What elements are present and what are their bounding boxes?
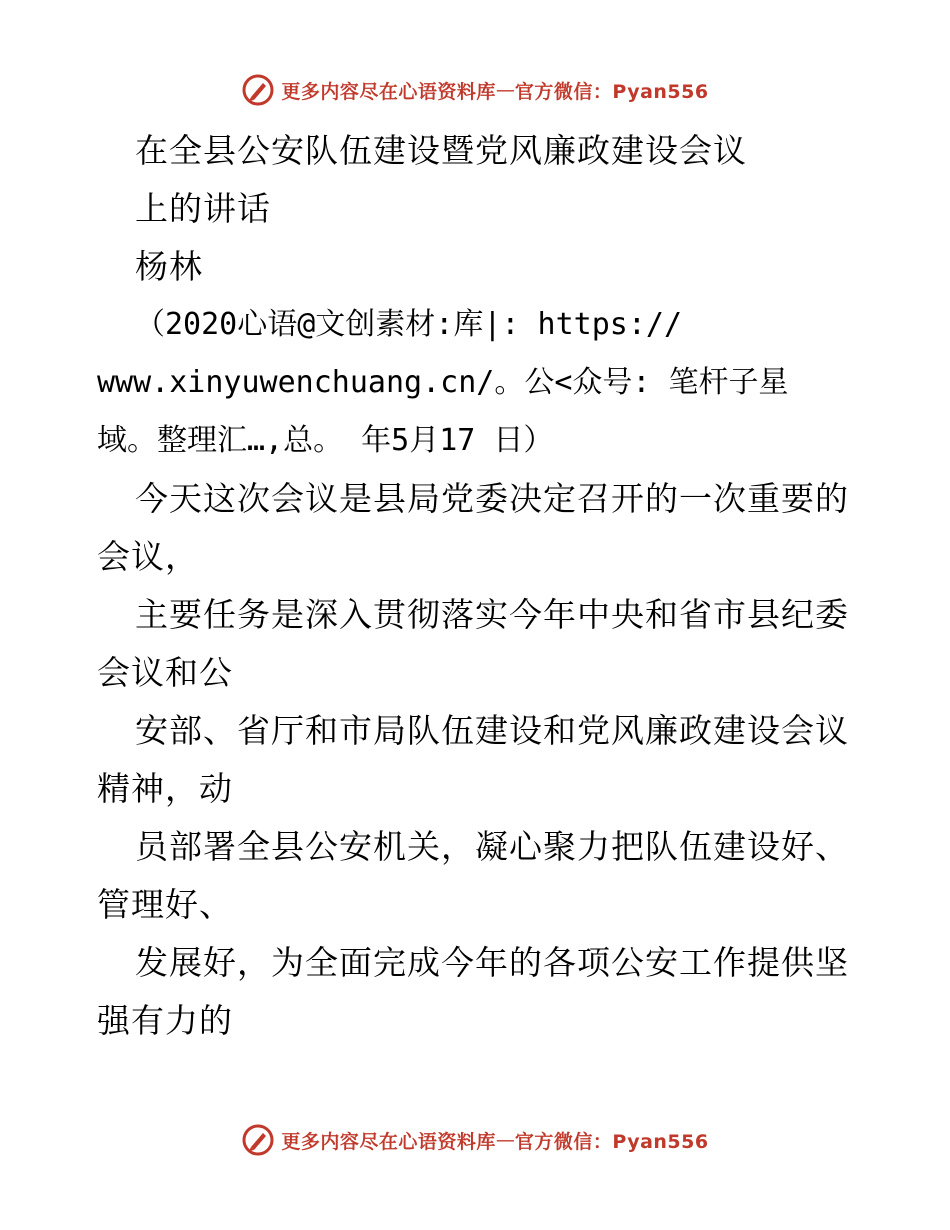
paragraph-line: 管理好、 (97, 885, 233, 924)
paragraph-line: 会议， (97, 537, 199, 576)
paragraph-line: 会议和公 (97, 653, 233, 692)
banner-wechat: 官方微信：Pyan556 (514, 80, 709, 103)
paragraph-line: 员部署全县公安机关，凝心聚力把队伍建设好、 (135, 827, 849, 866)
paragraph-line: 强有力的 (97, 1001, 233, 1040)
banner-dash: — (495, 79, 515, 101)
paragraph-line: 发展好，为全面完成今年的各项公安工作提供坚 (135, 943, 849, 982)
author: 杨林 (135, 247, 203, 286)
paragraph-line: 主要任务是深入贯彻落实今年中央和省市县纪委 (135, 595, 849, 634)
document-body (97, 122, 857, 1050)
header-banner (0, 70, 950, 110)
banner-text: 更多内容尽在心语资料库 (281, 80, 496, 103)
pen-logo-icon (241, 1123, 275, 1157)
paragraph-line: 精神，动 (97, 769, 233, 808)
title-line-1: 在全县公安队伍建设暨党风廉政建设会议 (135, 131, 747, 170)
source-line-2: www.xinyuwenchuang.cn/。公<众号: 笔杆子星 (97, 365, 789, 400)
footer-banner (0, 1120, 950, 1160)
banner-dash: — (495, 1129, 515, 1151)
paragraph-line: 今天这次会议是县局党委决定召开的一次重要的 (135, 479, 849, 518)
title-line-2: 上的讲话 (135, 189, 271, 228)
paragraph-line: 安部、省厅和市局队伍建设和党风廉政建设会议 (135, 711, 849, 750)
banner-text: 更多内容尽在心语资料库 (281, 1130, 496, 1153)
pen-logo-icon (241, 73, 275, 107)
source-line-3: 域。整理汇…,总。 年5月17 日） (97, 423, 554, 458)
banner-wechat: 官方微信：Pyan556 (514, 1130, 709, 1153)
source-line-1: （2020心语@文创素材:库|: https:// (135, 307, 683, 342)
